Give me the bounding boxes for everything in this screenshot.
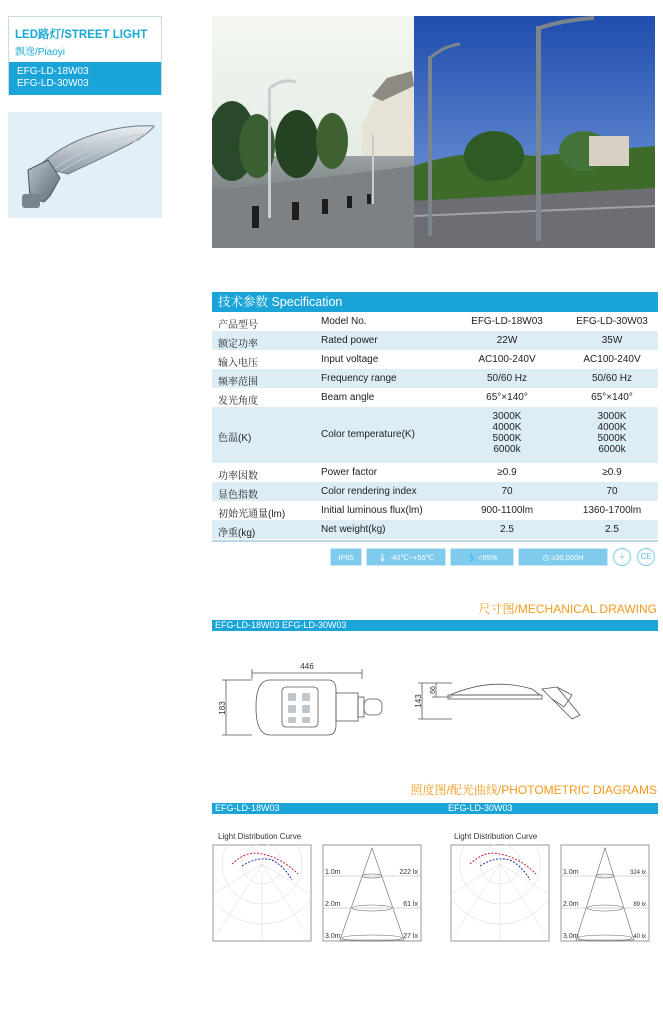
spec-label-cn: 频率范围 [218, 377, 258, 388]
photometric-model-right: EFG-LD-30W03 [448, 803, 513, 813]
product-header-box [8, 16, 162, 95]
spec-row-power [212, 331, 658, 350]
cct-value: 3000K [597, 411, 627, 422]
photometric-model-bar [212, 803, 658, 814]
lux-value: 324 lx [629, 870, 646, 876]
ip-rating-badge: IP65 [330, 548, 362, 566]
spec-value-30w: 50/60 Hz [591, 373, 633, 384]
cct-value: 4000K [597, 422, 627, 433]
ce-mark-icon: CE [637, 548, 655, 566]
spec-label-cn: 初始光通量(lm) [218, 509, 286, 520]
temperature-range: -40℃~+55℃ [389, 553, 435, 562]
product-series-name: 飘逸/Piaoyi [15, 47, 66, 58]
specification-table [212, 312, 658, 539]
curve-label: Light Distribution Curve [218, 832, 302, 841]
spec-value-18w: 65°×140° [486, 392, 528, 403]
spec-label-en: Color temperature(K) [321, 429, 415, 440]
spec-row-model [212, 312, 658, 331]
mechanical-drawing-title: 尺寸图/MECHANICAL DRAWING [478, 602, 657, 616]
distance-label: 2.0m [325, 901, 341, 908]
street-light-photo-park [212, 16, 414, 248]
spec-row-frequency [212, 369, 658, 388]
spec-value-18w: 50/60 Hz [486, 373, 528, 384]
lux-value: 89 lx [633, 902, 646, 908]
illuminance-cone [560, 844, 650, 942]
spec-label-en: Input voltage [321, 354, 379, 365]
spec-row-color-temperature [212, 407, 658, 463]
clock-icon: ◷ [542, 553, 549, 562]
spec-value-30w [562, 411, 662, 455]
spec-label-cn: 色温(K) [218, 433, 252, 444]
spec-label-en: Rated power [321, 335, 378, 346]
spec-value-18w [457, 411, 557, 455]
product-category-title: LED路灯/STREET LIGHT [15, 29, 148, 41]
mechanical-drawing [212, 655, 592, 745]
lux-value: 27 lx [403, 933, 418, 940]
spec-value-18w: EFG-LD-18W03 [471, 316, 543, 327]
lux-value: 222 lx [399, 869, 418, 876]
spec-row-power-factor [212, 463, 658, 482]
photometric-title: 照度图/配光曲线/PHOTOMETRIC DIAGRAMS [410, 783, 657, 797]
light-distribution-curve [212, 844, 312, 942]
humidity-value: <95% [478, 553, 498, 562]
cct-value: 5000K [597, 433, 627, 444]
spec-value-30w: 35W [601, 335, 623, 346]
thermometer-icon: 🌡 [377, 553, 388, 562]
height-dimension: 183 [218, 701, 227, 715]
spec-value-30w: EFG-LD-30W03 [576, 316, 648, 327]
side-total-dimension: 143 [414, 694, 423, 708]
distance-label: 1.0m [325, 869, 341, 876]
model-list [9, 62, 161, 95]
spec-row-cri [212, 482, 658, 501]
lux-value: 40 lx [633, 934, 646, 940]
spec-label-cn: 产品型号 [218, 320, 258, 331]
cct-value: 5000K [492, 433, 522, 444]
spec-label-en: Power factor [321, 467, 378, 478]
spec-label-cn: 输入电压 [218, 358, 258, 369]
spec-value-18w: 900-1100lm [480, 505, 534, 516]
spec-value-30w: AC100-240V [583, 354, 641, 365]
distance-label: 1.0m [563, 869, 579, 876]
side-head-dimension: 66 [430, 686, 437, 694]
temperature-badge [366, 548, 446, 566]
spec-value-30w: 70 [606, 486, 618, 497]
spec-row-net-weight [212, 520, 658, 539]
spec-value-18w: 22W [496, 335, 518, 346]
spec-label-cn: 显色指数 [218, 490, 258, 501]
curve-label: Light Distribution Curve [454, 832, 538, 841]
spec-label-en: Model No. [321, 316, 367, 327]
spec-label-en: Frequency range [321, 373, 397, 384]
illuminance-cone [322, 844, 422, 942]
droplet-icon: 💧 [466, 553, 476, 562]
specification-header: 技术参数 Specification [212, 292, 658, 312]
spec-row-beam-angle [212, 388, 658, 407]
light-distribution-curve [450, 844, 550, 942]
cct-value: 4000K [492, 422, 522, 433]
spec-value-18w: 70 [501, 486, 513, 497]
spec-value-30w: 1360-1700lm [582, 505, 642, 516]
product-photo [8, 112, 162, 218]
spec-label-en: Color rendering index [321, 486, 417, 497]
distance-label: 2.0m [563, 901, 579, 908]
spec-value-30w: 2.5 [605, 524, 619, 535]
spec-label-cn: 额定功率 [218, 339, 258, 350]
ground-symbol-icon: ⏚ [613, 548, 631, 566]
photometric-model-left: EFG-LD-18W03 [215, 803, 280, 813]
photometric-group-18w [212, 830, 422, 945]
cct-value: 6000k [493, 444, 521, 455]
model-number: EFG-LD-18W03 [17, 66, 89, 77]
lifetime-value: ≥30,000H [551, 553, 584, 562]
model-number: EFG-LD-30W03 [17, 78, 89, 89]
spec-value-18w: 2.5 [500, 524, 514, 535]
spec-label-en: Beam angle [321, 392, 375, 403]
spec-value-30w: ≥0.9 [602, 467, 622, 478]
spec-value-30w: 65°×140° [591, 392, 633, 403]
spec-row-luminous-flux [212, 501, 658, 520]
width-dimension: 446 [300, 662, 314, 671]
spec-label-cn: 发光角度 [218, 396, 258, 407]
street-light-photo-road [414, 16, 655, 248]
spec-label-en: Initial luminous flux(lm) [321, 505, 423, 516]
spec-label-cn: 功率因数 [218, 471, 258, 482]
lux-value: 61 lx [403, 901, 418, 908]
spec-value-18w: ≥0.9 [497, 467, 517, 478]
table-divider [212, 540, 658, 542]
cct-value: 6000k [598, 444, 626, 455]
distance-label: 3.0m [325, 933, 341, 940]
cct-value: 3000K [492, 411, 522, 422]
spec-row-voltage [212, 350, 658, 369]
photometric-group-30w [450, 830, 660, 945]
spec-label-en: Net weight(kg) [321, 524, 386, 535]
humidity-badge [450, 548, 514, 566]
mechanical-model-bar: EFG-LD-18W03 EFG-LD-30W03 [212, 620, 658, 631]
spec-label-cn: 净重(kg) [218, 528, 256, 539]
lifetime-badge [518, 548, 608, 566]
distance-label: 3.0m [563, 933, 579, 940]
spec-value-18w: AC100-240V [478, 354, 536, 365]
